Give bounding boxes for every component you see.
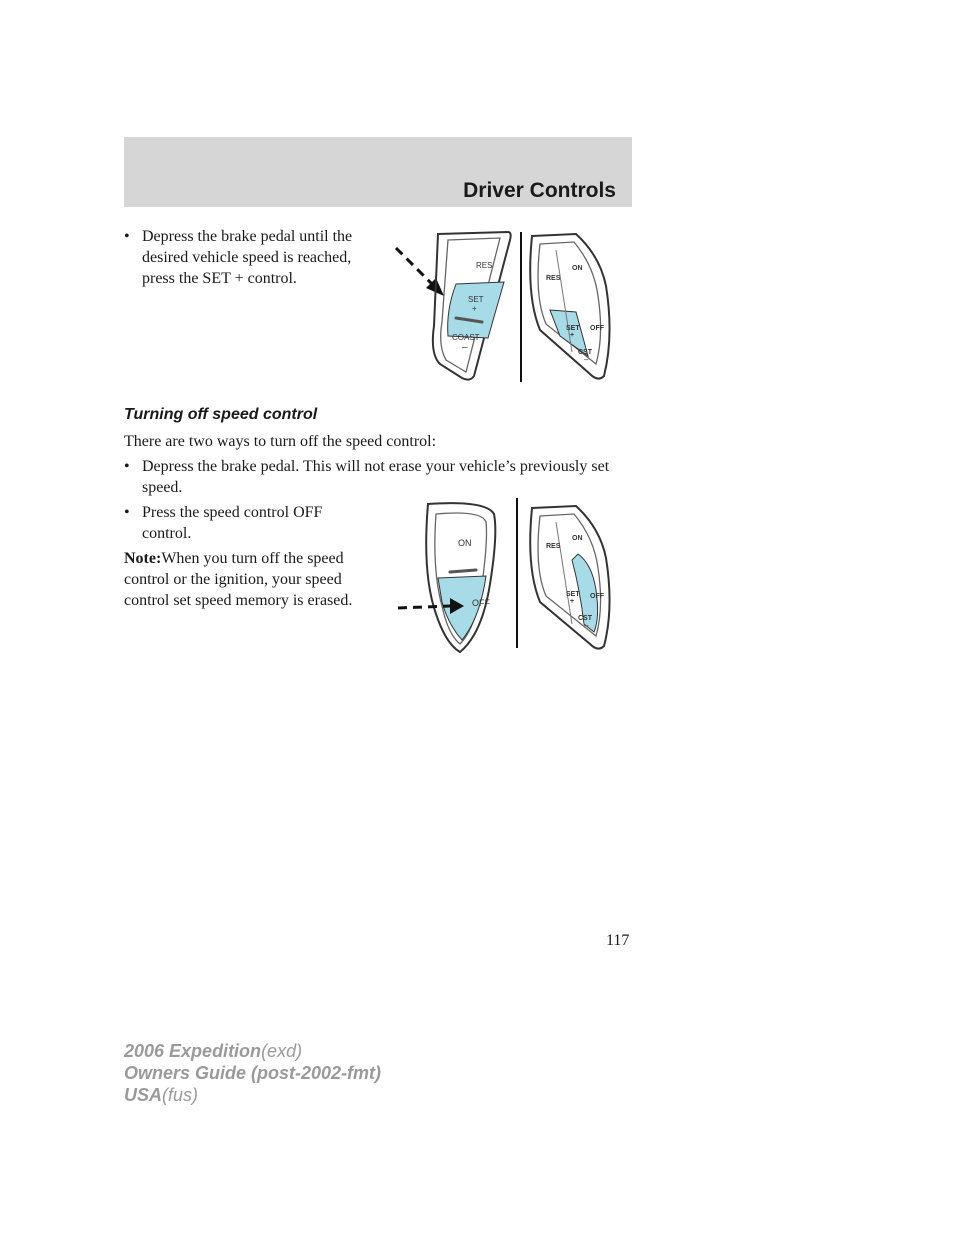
footer-market-code: (fus)	[162, 1085, 199, 1105]
label-minus: –	[584, 355, 589, 364]
note-text: When you turn off the speed control or the ignition, your speed control set speed memory is erased.	[124, 550, 353, 609]
pointer-arrow-line	[396, 248, 434, 286]
speed-control-off-illustration	[390, 494, 630, 654]
footer-guide: Owners Guide (post-2002-fmt)	[124, 1063, 382, 1083]
label-coast: COAST	[452, 333, 480, 342]
bullet-set-speed	[124, 226, 374, 289]
document-footer	[124, 1040, 381, 1106]
note-label: Note:	[124, 550, 162, 567]
footer-line-2	[124, 1062, 381, 1084]
label-plus: +	[570, 598, 575, 605]
label-off: OFF	[590, 593, 604, 600]
label-res: RES	[476, 261, 493, 270]
speed-control-set-illustration	[390, 226, 630, 386]
header-band	[124, 137, 632, 207]
label-minus: –	[462, 342, 468, 353]
bullet-text: Depress the brake pedal until the desired vehicle speed is reached, press the SET + control.	[142, 228, 353, 287]
off-button-highlight	[438, 576, 486, 640]
label-on: ON	[572, 265, 583, 272]
footer-line-3	[124, 1084, 381, 1106]
label-plus: +	[570, 332, 575, 339]
label-minus: –	[584, 621, 589, 630]
footer-market: USA	[124, 1085, 163, 1105]
footer-model: 2006 Expedition	[124, 1041, 262, 1061]
bullet-text: Depress the brake pedal. This will not erase your vehicle’s previously set speed.	[142, 458, 610, 496]
label-set: SET	[566, 591, 580, 598]
bullet-off-control	[124, 502, 324, 544]
bullet-marker: •	[124, 458, 130, 475]
label-cst: CST	[578, 615, 592, 622]
label-on: ON	[572, 535, 583, 542]
bullet-text: Press the speed control OFF control.	[142, 504, 323, 542]
footer-line-1	[124, 1040, 381, 1062]
label-plus: +	[472, 304, 477, 313]
label-res: RES	[546, 543, 561, 550]
section-heading: Turning off speed control	[124, 406, 318, 423]
section-title: Driver Controls	[463, 179, 616, 202]
label-off: OFF	[590, 325, 604, 332]
label-cst: CST	[578, 349, 592, 356]
note-paragraph	[124, 548, 378, 611]
bullet-marker: •	[124, 504, 130, 521]
label-set: SET	[566, 325, 580, 332]
label-res: RES	[546, 275, 561, 282]
label-set: SET	[468, 295, 484, 304]
page-number: 117	[606, 932, 630, 949]
bullet-marker: •	[124, 228, 130, 245]
label-off: OFF	[472, 598, 490, 608]
label-on: ON	[458, 538, 472, 548]
intro-text: There are two ways to turn off the speed control:	[124, 433, 437, 450]
bullet-brake-pedal	[124, 456, 634, 498]
footer-model-code: (exd)	[261, 1041, 303, 1061]
